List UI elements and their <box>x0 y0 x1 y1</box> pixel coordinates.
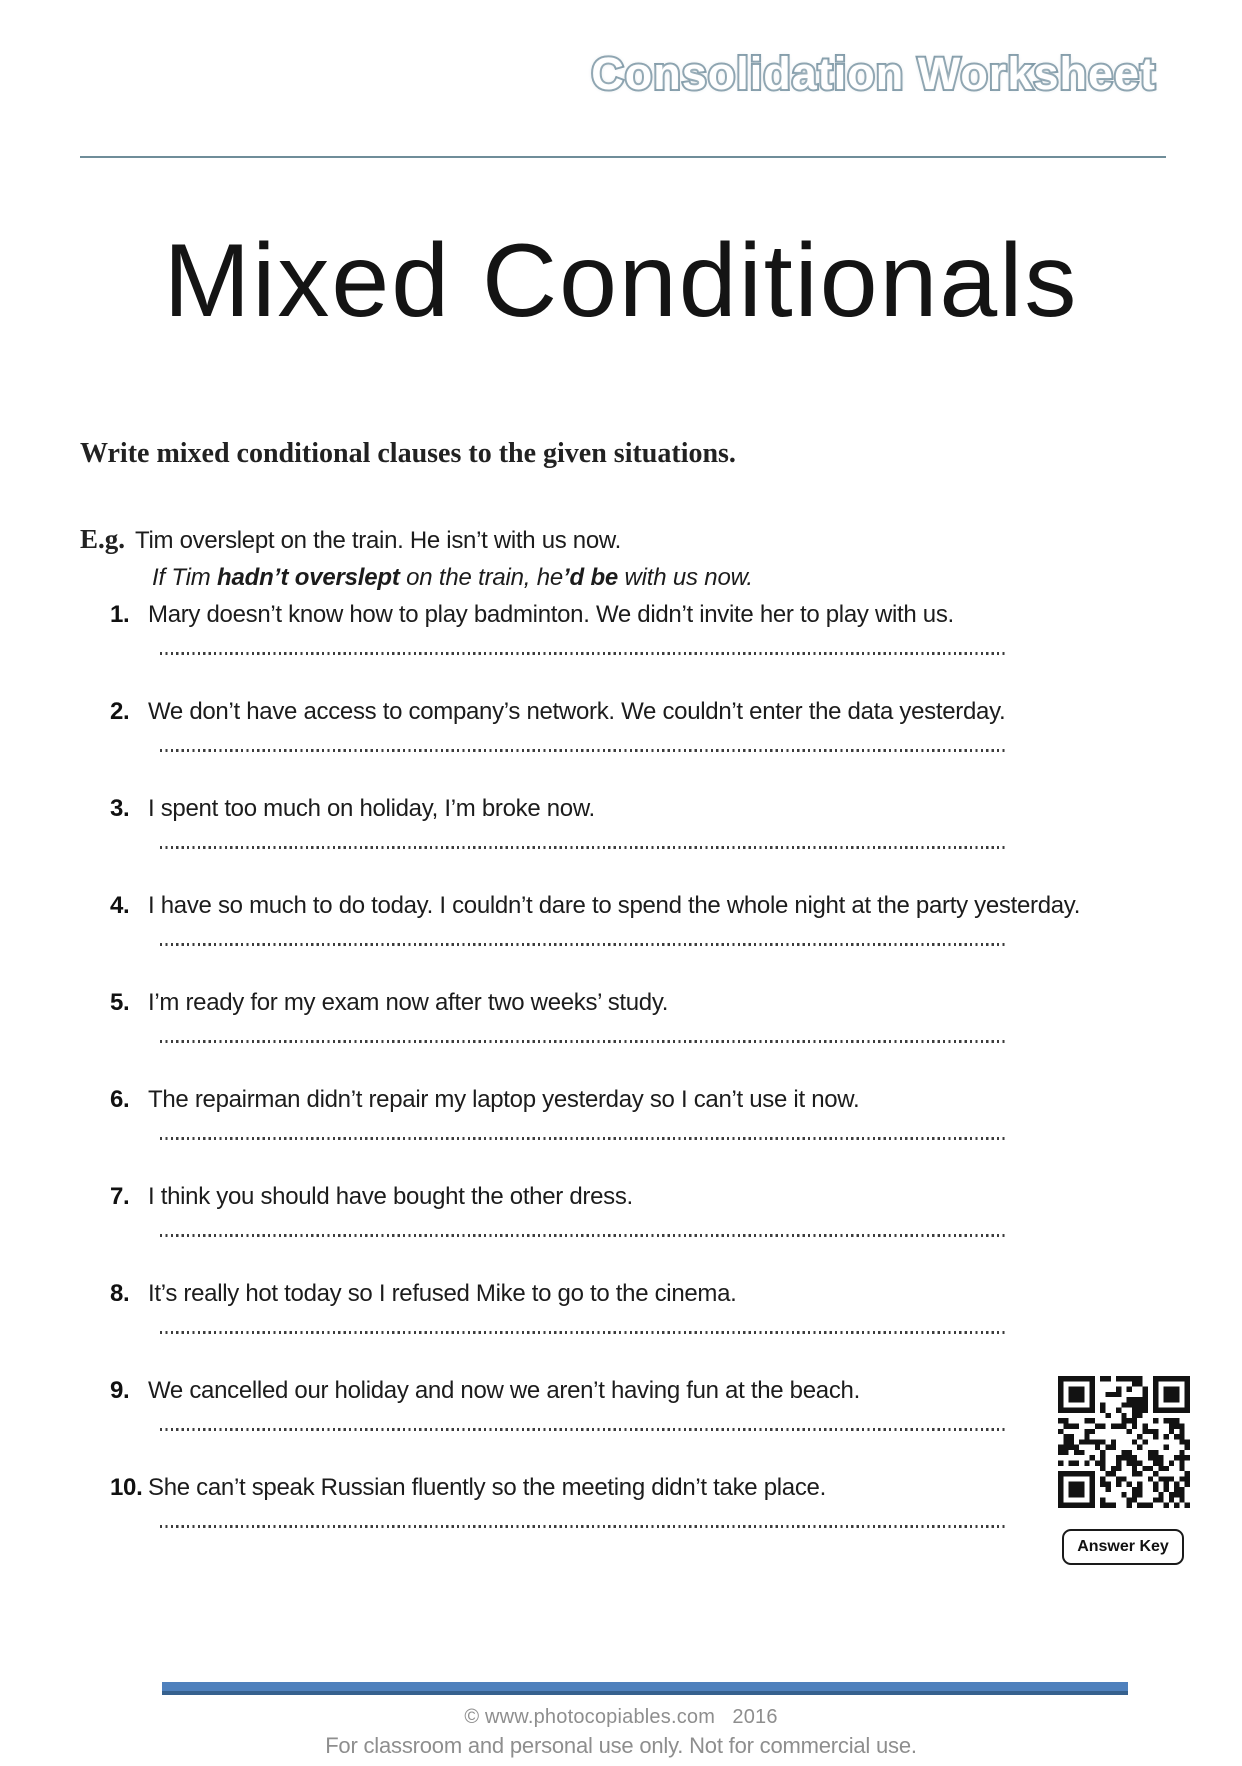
header-divider-line <box>80 156 1166 158</box>
answer-line[interactable] <box>160 1331 1005 1334</box>
example-answer-bold: hadn’t overslept <box>217 564 400 591</box>
question-item <box>110 697 1050 794</box>
footer-license: For classroom and personal use only. Not for commercial use. <box>325 1733 917 1758</box>
question-number: 8. <box>110 1280 130 1307</box>
example-answer-part: with us now. <box>618 564 753 591</box>
answer-line[interactable] <box>160 652 1005 655</box>
question-text: Mary doesn’t know how to play badminton. We didn’t invite her to play with us. <box>148 601 954 628</box>
question-number: 7. <box>110 1183 130 1210</box>
example-label: E.g. <box>80 524 126 554</box>
answer-line[interactable] <box>160 1428 1005 1431</box>
question-text: I’m ready for my exam now after two weeks’ study. <box>148 989 669 1016</box>
question-number: 4. <box>110 892 130 919</box>
question-text: I think you should have bought the other dress. <box>148 1183 633 1210</box>
qr-code-icon[interactable] <box>1058 1376 1190 1508</box>
footer-copyright: © www.photocopiables.com 2016 <box>464 1706 778 1728</box>
question-item <box>110 794 1050 891</box>
answer-key-button[interactable]: Answer Key <box>1062 1529 1184 1565</box>
answer-line[interactable] <box>160 1234 1005 1237</box>
question-number: 1. <box>110 601 130 628</box>
example-answer <box>152 564 1080 592</box>
example-answer-part: on the train, he <box>399 564 564 591</box>
question-number: 3. <box>110 795 130 822</box>
example-answer-bold: ’d be <box>563 564 619 591</box>
question-text: She can’t speak Russian fluently so the meeting didn’t take place. <box>148 1474 826 1501</box>
worksheet-type-label: Consolidation Worksheet <box>591 48 1156 99</box>
question-number: 10. <box>110 1474 143 1501</box>
example-situation: Tim overslept on the train. He isn’t with us now. <box>135 527 621 554</box>
question-text: I have so much to do today. I couldn’t dare to spend the whole night at the party yesterday. <box>148 892 1081 919</box>
question-item <box>110 1279 1050 1376</box>
page-title: Mixed Conditionals <box>163 223 1079 339</box>
question-item <box>110 988 1050 1085</box>
question-text: We don’t have access to company’s network. We couldn’t enter the data yesterday. <box>148 698 1006 725</box>
question-item <box>110 1376 1050 1473</box>
task-instruction: Write mixed conditional clauses to the given situations. <box>80 438 736 469</box>
answer-line[interactable] <box>160 1040 1005 1043</box>
question-text: We cancelled our holiday and now we aren’t having fun at the beach. <box>148 1377 860 1404</box>
question-text: The repairman didn’t repair my laptop yesterday so I can’t use it now. <box>148 1086 860 1113</box>
answer-line[interactable] <box>160 943 1005 946</box>
question-item <box>110 1085 1050 1182</box>
question-text: It’s really hot today so I refused Mike to go to the cinema. <box>148 1280 737 1307</box>
question-number: 5. <box>110 989 130 1016</box>
answer-line[interactable] <box>160 846 1005 849</box>
question-number: 9. <box>110 1377 130 1404</box>
question-item <box>110 1473 1050 1570</box>
question-number: 2. <box>110 698 130 725</box>
question-item <box>110 891 1081 988</box>
question-list <box>110 600 1081 1570</box>
question-item <box>110 600 1050 697</box>
answer-line[interactable] <box>160 1137 1005 1140</box>
question-number: 6. <box>110 1086 130 1113</box>
question-item <box>110 1182 1050 1279</box>
example-answer-part: If Tim <box>152 564 218 591</box>
footer-accent-bar <box>162 1682 1128 1695</box>
question-text: I spent too much on holiday, I’m broke now. <box>148 795 595 822</box>
answer-line[interactable] <box>160 1525 1005 1528</box>
example-block <box>80 524 1080 592</box>
answer-line[interactable] <box>160 749 1005 752</box>
